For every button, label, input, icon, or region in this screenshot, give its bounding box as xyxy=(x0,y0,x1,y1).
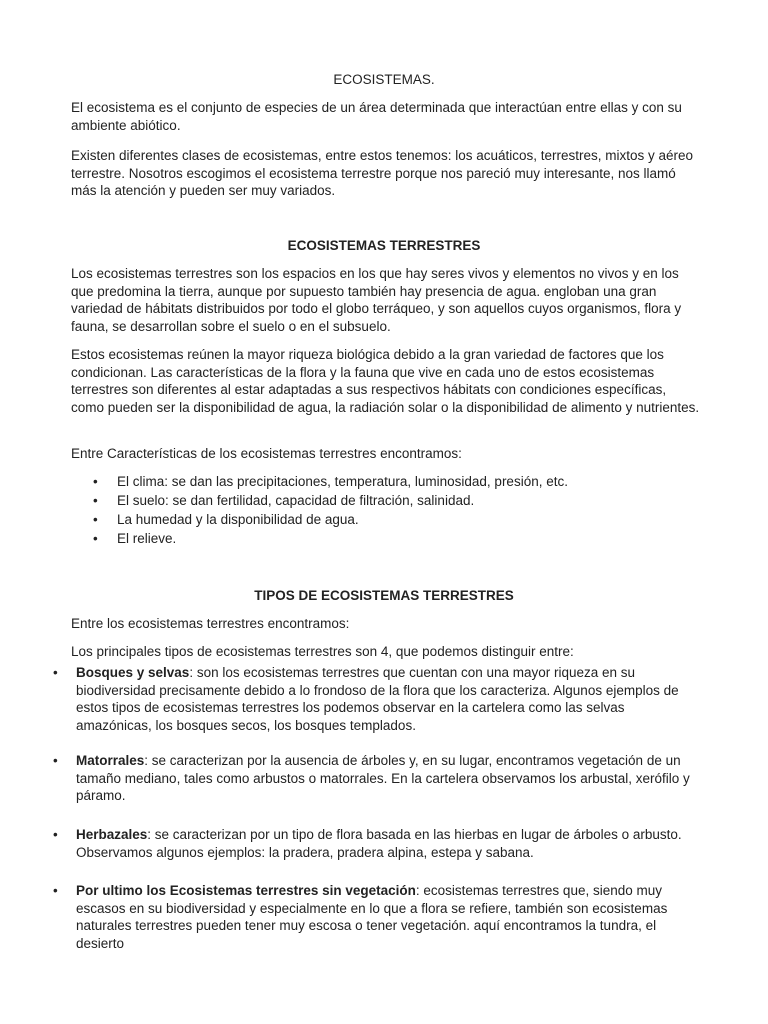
bullet-icon: • xyxy=(53,827,58,842)
type-item-sin-vegetacion xyxy=(53,882,703,952)
section2-paragraph-1: Entre los ecosistemas terrestres encontramos: xyxy=(71,616,350,631)
bullet-icon: • xyxy=(93,531,98,546)
section-heading-ecosistemas-terrestres: ECOSISTEMAS TERRESTRES xyxy=(287,238,481,253)
type-description: : se caracterizan por la ausencia de árboles y, en su lugar, encontramos vegetación de un tamaño mediano, tales como arbustos o matorrales. En la cartelera observamos los arbustal, xerófilo y páramo. xyxy=(76,753,690,803)
intro-paragraph-1: El ecosistema es el conjunto de especies de un área determinada que interactúan entre ellas y con su ambiente abiótico. xyxy=(71,100,682,133)
bullet-icon: • xyxy=(93,493,98,508)
list-item-text: La humedad y la disponibilidad de agua. xyxy=(117,512,359,527)
bullet-icon: • xyxy=(53,753,58,768)
list-item-text: El relieve. xyxy=(117,531,177,546)
section-heading-tipos: TIPOS DE ECOSISTEMAS TERRESTRES xyxy=(254,588,514,603)
characteristics-list xyxy=(71,472,701,548)
list-item xyxy=(71,529,701,548)
bullet-icon: • xyxy=(93,512,98,527)
bullet-icon: • xyxy=(93,474,98,489)
type-term: Herbazales xyxy=(76,827,148,842)
type-term: Por ultimo los Ecosistemas terrestres sin vegetación xyxy=(76,883,416,898)
type-description: : son los ecosistemas terrestres que cuentan con una mayor riqueza en su biodiversidad precisamente debido a lo frondoso de la flora que los caracteriza. Algunos ejemplos de estos tipos de ecosistemas terrestres los podemos observar en la cartelera como las selvas amazónicas, los bosques secos, los bosques templados. xyxy=(76,665,679,733)
type-item-matorrales xyxy=(53,752,703,805)
list-item xyxy=(71,472,701,491)
list-item-text: El suelo: se dan fertilidad, capacidad de filtración, salinidad. xyxy=(117,493,475,508)
bullet-icon: • xyxy=(53,883,58,898)
section1-paragraph-3: Entre Características de los ecosistemas terrestres encontramos: xyxy=(71,446,462,461)
list-item xyxy=(71,510,701,529)
type-term: Bosques y selvas xyxy=(76,665,190,680)
type-item-bosques xyxy=(53,664,703,734)
document-title: ECOSISTEMAS. xyxy=(333,72,435,87)
intro-paragraph-2: Existen diferentes clases de ecosistemas, entre estos tenemos: los acuáticos, terrestres, mixtos y aéreo terrestre. Nosotros escogimos el ecosistema terrestre porque nos pareció muy interesante, nos llamó más la atención y pueden ser muy variados. xyxy=(71,148,694,198)
list-item-text: El clima: se dan las precipitaciones, temperatura, luminosidad, presión, etc. xyxy=(117,474,568,489)
type-term: Matorrales xyxy=(76,753,145,768)
list-item xyxy=(71,491,701,510)
section1-paragraph-2: Estos ecosistemas reúnen la mayor riqueza biológica debido a la gran variedad de factores que los condicionan. Las características de la flora y la fauna que vive en cada uno de estos ecosistemas terrestres son diferentes al estar adaptadas a sus respectivos hábitats con condiciones específicas, como pueden ser la disponibilidad de agua, la radiación solar o la disponibilidad de alimento y nutrientes. xyxy=(71,347,700,415)
section1-paragraph-1: Los ecosistemas terrestres son los espacios en los que hay seres vivos y elementos no vivos y en los que predomina la tierra, aunque por supuesto también hay presencia de agua. engloban una gran variedad de hábitats distribuidos por todo el globo terráqueo, y son aquellos cuyos organismos, flora y fauna, se desarrollan sobre el suelo o en el subsuelo. xyxy=(71,266,682,334)
type-description: : se caracterizan por un tipo de flora basada en las hierbas en lugar de árboles o arbusto. Observamos algunos ejemplos: la pradera, pradera alpina, estepa y sabana. xyxy=(76,827,682,860)
type-item-herbazales xyxy=(53,826,703,861)
bullet-icon: • xyxy=(53,665,58,680)
section2-paragraph-2: Los principales tipos de ecosistemas terrestres son 4, que podemos distinguir entre: xyxy=(71,644,574,659)
type-description: : ecosistemas terrestres que, siendo muy escasos en su biodiversidad y especialmente en lo que a flora se refiere, también son ecosistemas naturales terrestres pueden tener muy escosa o tener vegetación. aquí encontramos la tundra, el desierto xyxy=(76,883,668,951)
